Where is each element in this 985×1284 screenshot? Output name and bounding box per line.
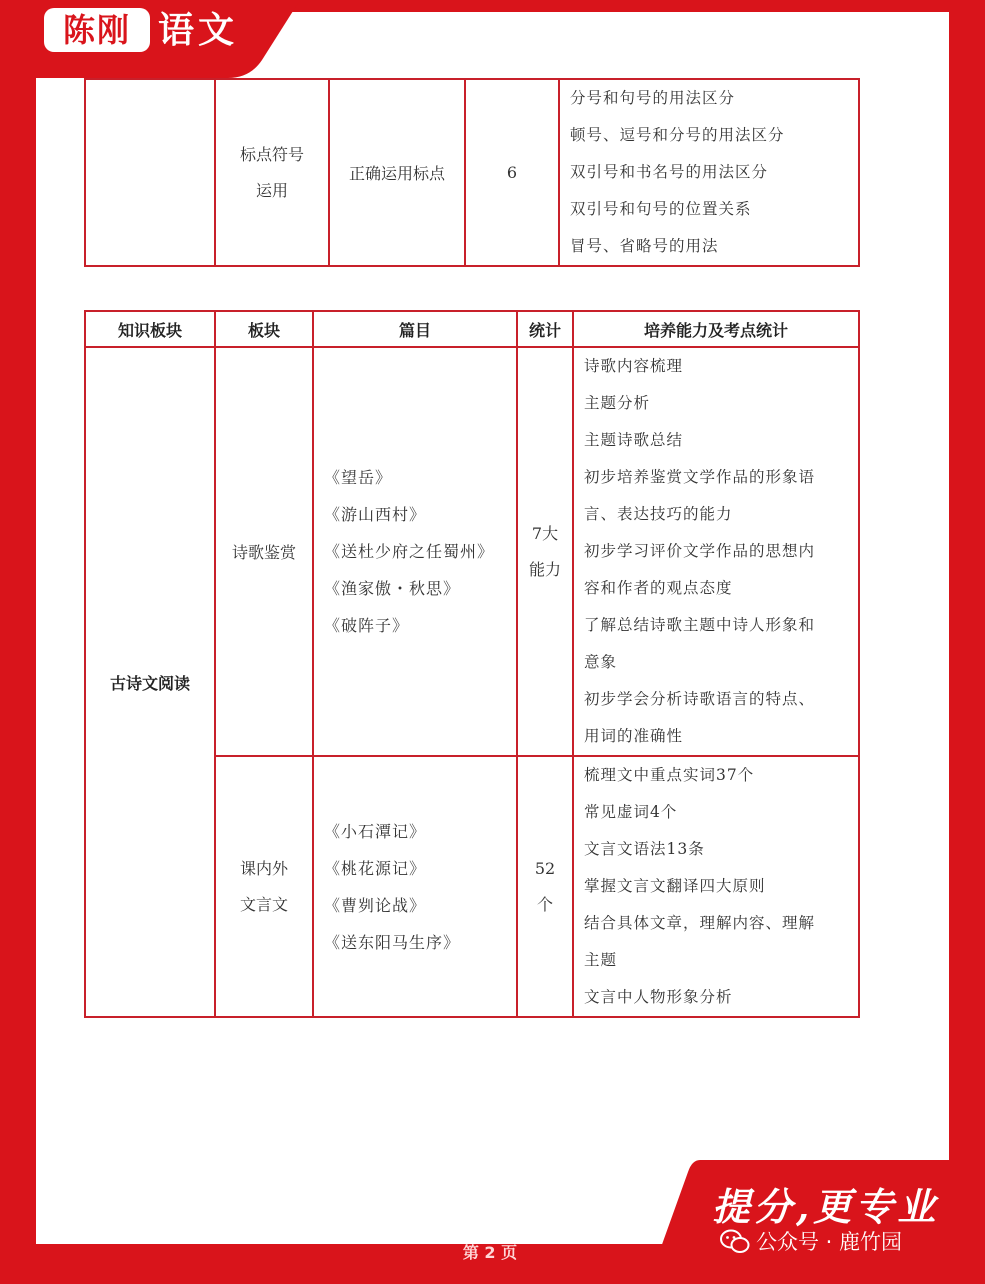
point-item: 意象 — [584, 653, 618, 671]
header-points: 培养能力及考点统计 — [573, 311, 859, 347]
watermark-text: 公众号 · 鹿竹园 — [756, 1230, 903, 1254]
section-line: 标点符号 — [239, 144, 304, 164]
section-line: 文言文 — [239, 894, 288, 914]
brand-name: 陈刚 — [44, 8, 150, 52]
work-item: 《游山西村》 — [324, 505, 427, 524]
point-item: 初步培养鉴赏文学作品的形象语 — [584, 468, 816, 486]
point-item: 冒号、省略号的用法 — [570, 237, 719, 255]
table-row — [85, 79, 859, 266]
punctuation-table — [84, 78, 860, 267]
count-line: 个 — [536, 894, 553, 914]
count-cell: 6 — [465, 79, 559, 266]
point-item: 结合具体文章，理解内容、理解 — [584, 914, 816, 932]
point-item: 梳理文中重点实词37个 — [584, 766, 755, 784]
point-item: 用词的准确性 — [584, 727, 684, 745]
header-block: 知识板块 — [85, 311, 215, 347]
wechat-icon — [720, 1229, 750, 1255]
section-cell — [215, 756, 313, 1017]
point-item: 双引号和句号的位置关系 — [570, 200, 752, 218]
point-item: 顿号、逗号和分号的用法区分 — [570, 126, 785, 144]
works-cell — [313, 756, 517, 1017]
point-item: 分号和句号的用法区分 — [570, 89, 736, 107]
section-line: 课内外 — [239, 858, 288, 878]
table-row — [85, 347, 859, 756]
count-line: 7大 — [531, 523, 559, 543]
work-item: 《小石潭记》 — [324, 821, 427, 841]
section-cell — [215, 79, 329, 266]
point-item: 了解总结诗歌主题中诗人形象和 — [584, 616, 816, 634]
section-cell: 诗歌鉴赏 — [215, 347, 313, 756]
header-works: 篇目 — [313, 311, 517, 347]
point-item: 常见虚词4个 — [584, 803, 678, 821]
slogan-text: 提分,更专业 — [712, 1184, 940, 1229]
point-item: 主题分析 — [584, 394, 651, 412]
work-item: 《送东阳马生序》 — [324, 932, 461, 952]
watermark — [720, 1228, 902, 1256]
work-item: 《破阵子》 — [324, 616, 410, 635]
work-item: 《曹刿论战》 — [324, 895, 427, 915]
header-count: 统计 — [517, 311, 573, 347]
work-item: 《送杜少府之任蜀州》 — [324, 542, 495, 561]
work-item: 《桃花源记》 — [324, 858, 427, 878]
block-cell: 古诗文阅读 — [85, 347, 215, 1017]
point-item: 文言中人物形象分析 — [584, 988, 733, 1006]
count-cell — [517, 347, 573, 756]
points-cell — [573, 756, 859, 1017]
page-number: 第 2 页 — [462, 1243, 518, 1262]
point-item: 容和作者的观点态度 — [584, 579, 733, 597]
point-item: 言、表达技巧的能力 — [584, 505, 733, 523]
brand-subtitle: 语文 — [158, 9, 239, 51]
count-line: 52 — [534, 858, 556, 878]
point-item: 诗歌内容梳理 — [584, 357, 684, 375]
section-line: 运用 — [255, 180, 288, 200]
point-item: 主题 — [584, 951, 618, 969]
point-item: 主题诗歌总结 — [584, 431, 684, 449]
work-item: 《渔家傲・秋思》 — [324, 579, 461, 598]
point-item: 双引号和书名号的用法区分 — [570, 163, 769, 181]
works-cell — [313, 347, 517, 756]
count-line: 能力 — [528, 559, 561, 579]
count-cell — [517, 756, 573, 1017]
points-cell — [573, 347, 859, 756]
header-section: 板块 — [215, 311, 313, 347]
topic-cell: 正确运用标点 — [329, 79, 465, 266]
point-item: 初步学会分析诗歌语言的特点、 — [584, 690, 816, 708]
header-row — [85, 311, 859, 347]
block-cell — [85, 79, 215, 266]
point-item: 掌握文言文翻译四大原则 — [584, 877, 766, 895]
brand-header — [0, 0, 300, 78]
point-item: 初步学习评价文学作品的思想内 — [584, 542, 816, 560]
points-cell — [559, 79, 859, 266]
ancient-poetry-table — [84, 310, 860, 1018]
work-item: 《望岳》 — [324, 468, 393, 487]
point-item: 文言文语法13条 — [584, 840, 705, 858]
